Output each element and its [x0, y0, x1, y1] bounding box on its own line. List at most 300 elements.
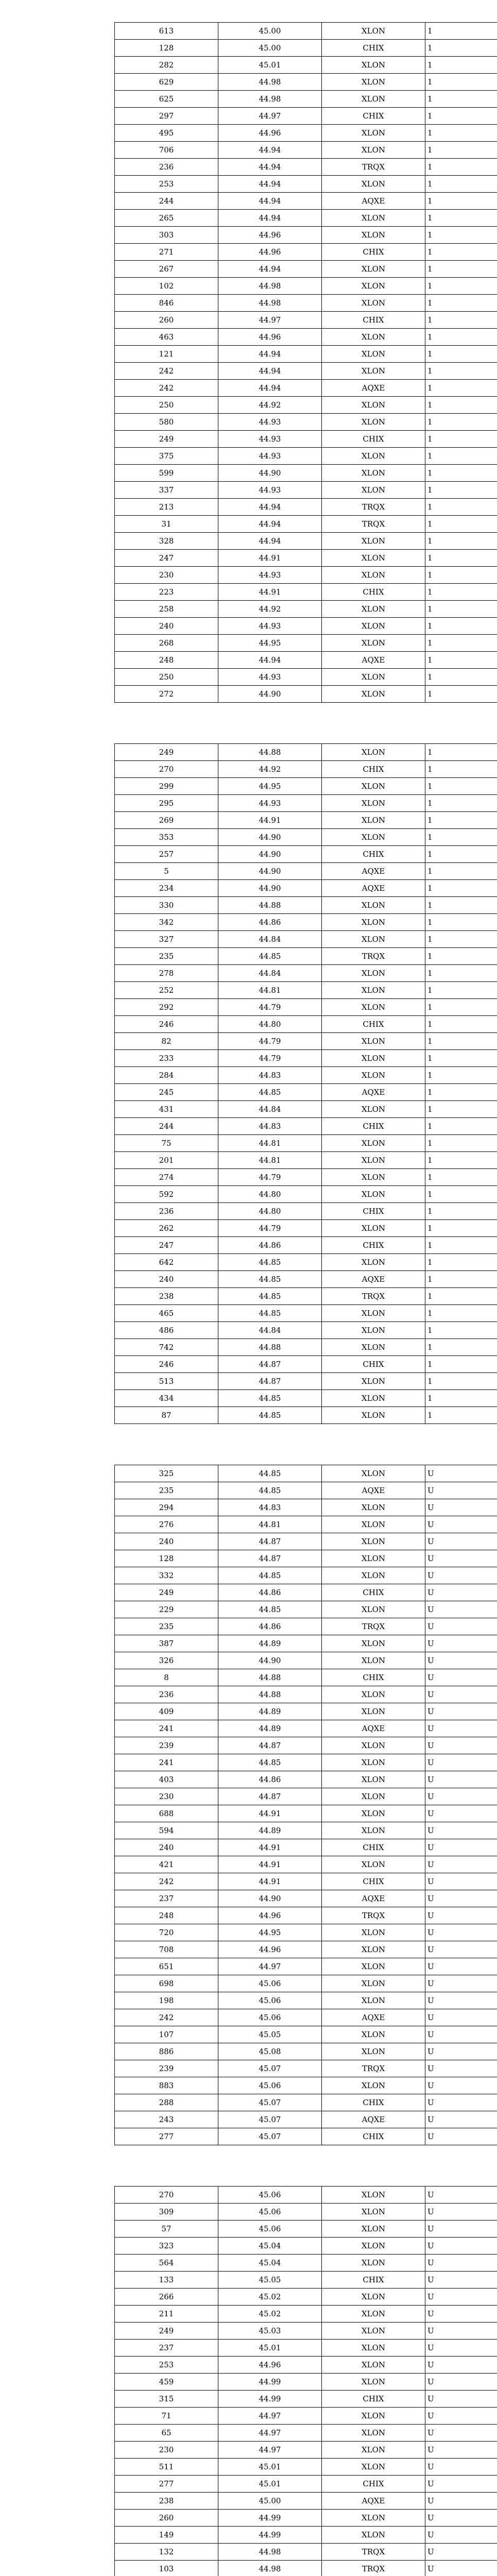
flag-cell: 1 [425, 278, 497, 295]
flag-cell: U [425, 2255, 497, 2272]
venue-cell: XLON [322, 210, 425, 227]
venue-cell: CHIX [322, 1669, 425, 1686]
venue-cell: AQXE [322, 1890, 425, 1907]
flag-cell: U [425, 2094, 497, 2111]
table-row [115, 2060, 497, 2077]
venue-cell: CHIX [322, 1237, 425, 1254]
table-row [115, 2204, 497, 2221]
price-cell: 44.87 [218, 1373, 322, 1390]
table-row [115, 2425, 497, 2442]
flag-cell: 1 [425, 1118, 497, 1135]
volume-cell: 511 [115, 2459, 218, 2476]
price-cell: 44.98 [218, 278, 322, 295]
table-row [115, 312, 497, 329]
flag-cell: 1 [425, 1390, 497, 1407]
table-row [115, 1135, 497, 1152]
venue-cell: XLON [322, 1924, 425, 1941]
price-cell: 44.94 [218, 142, 322, 159]
venue-cell: XLON [322, 1067, 425, 1084]
price-cell: 44.89 [218, 1822, 322, 1839]
flag-cell: U [425, 1703, 497, 1720]
price-cell: 45.00 [218, 40, 322, 57]
table-row [115, 2009, 497, 2026]
price-cell: 44.88 [218, 1686, 322, 1703]
table-row [115, 2306, 497, 2323]
flag-cell: U [425, 1924, 497, 1941]
volume-cell: 229 [115, 1601, 218, 1618]
price-cell: 44.86 [218, 1771, 322, 1788]
price-cell: 44.85 [218, 1407, 322, 1424]
price-cell: 44.90 [218, 465, 322, 482]
volume-cell: 241 [115, 1720, 218, 1737]
table-row [115, 812, 497, 829]
flag-cell: U [425, 1754, 497, 1771]
table-row [115, 2340, 497, 2357]
venue-cell: XLON [322, 1305, 425, 1322]
venue-cell: XLON [322, 91, 425, 108]
volume-cell: 132 [115, 2544, 218, 2561]
flag-cell: 1 [425, 397, 497, 414]
price-cell: 44.94 [218, 346, 322, 363]
venue-cell: AQXE [322, 863, 425, 880]
table-row [115, 1686, 497, 1703]
price-cell: 45.01 [218, 2340, 322, 2357]
venue-cell: XLON [322, 261, 425, 278]
table-row [115, 2459, 497, 2476]
venue-cell: XLON [322, 2026, 425, 2043]
price-cell: 44.83 [218, 1499, 322, 1516]
table-row [115, 584, 497, 601]
table-row [115, 2544, 497, 2561]
table-row [115, 1839, 497, 1856]
price-cell: 44.84 [218, 931, 322, 948]
price-cell: 45.08 [218, 2043, 322, 2060]
price-cell: 44.98 [218, 2561, 322, 2576]
price-cell: 44.90 [218, 1652, 322, 1669]
price-cell: 44.96 [218, 2357, 322, 2374]
flag-cell: U [425, 1482, 497, 1499]
venue-cell: CHIX [322, 244, 425, 261]
table-row [115, 499, 497, 516]
volume-cell: 8 [115, 1669, 218, 1686]
table-row [115, 1339, 497, 1356]
volume-cell: 387 [115, 1635, 218, 1652]
table-row [115, 931, 497, 948]
table-row [115, 2442, 497, 2459]
volume-cell: 613 [115, 23, 218, 40]
flag-cell: 1 [425, 584, 497, 601]
price-cell: 44.97 [218, 2408, 322, 2425]
flag-cell: 1 [425, 346, 497, 363]
price-cell: 45.06 [218, 2187, 322, 2204]
venue-cell: AQXE [322, 1271, 425, 1288]
table-row [115, 1822, 497, 1839]
flag-cell: 1 [425, 448, 497, 465]
venue-cell: XLON [322, 2306, 425, 2323]
volume-cell: 211 [115, 2306, 218, 2323]
flag-cell: U [425, 2544, 497, 2561]
table-row [115, 1305, 497, 1322]
price-cell: 44.85 [218, 1754, 322, 1771]
venue-cell: XLON [322, 465, 425, 482]
price-cell: 44.79 [218, 999, 322, 1016]
price-cell: 44.85 [218, 1390, 322, 1407]
flag-cell: U [425, 1839, 497, 1856]
flag-cell: 1 [425, 686, 497, 703]
volume-cell: 271 [115, 244, 218, 261]
venue-cell: XLON [322, 897, 425, 914]
price-cell: 44.95 [218, 635, 322, 652]
flag-cell: 1 [425, 227, 497, 244]
price-cell: 44.83 [218, 1118, 322, 1135]
table-row [115, 2476, 497, 2493]
table-row [115, 1584, 497, 1601]
table-row [115, 2289, 497, 2306]
volume-cell: 284 [115, 1067, 218, 1084]
price-cell: 44.94 [218, 363, 322, 380]
price-cell: 44.85 [218, 1465, 322, 1482]
table-row [115, 516, 497, 533]
flag-cell: U [425, 2391, 497, 2408]
venue-cell: XLON [322, 2408, 425, 2425]
venue-cell: TRQX [322, 948, 425, 965]
flag-cell: U [425, 2476, 497, 2493]
volume-cell: 246 [115, 1356, 218, 1373]
volume-cell: 242 [115, 363, 218, 380]
volume-cell: 87 [115, 1407, 218, 1424]
price-cell: 44.94 [218, 261, 322, 278]
volume-cell: 253 [115, 176, 218, 193]
flag-cell: 1 [425, 261, 497, 278]
table-row [115, 40, 497, 57]
volume-cell: 323 [115, 2238, 218, 2255]
volume-cell: 268 [115, 635, 218, 652]
volume-cell: 708 [115, 1941, 218, 1958]
price-cell: 44.99 [218, 2391, 322, 2408]
price-cell: 44.88 [218, 897, 322, 914]
volume-cell: 403 [115, 1771, 218, 1788]
volume-cell: 465 [115, 1305, 218, 1322]
table-row [115, 1635, 497, 1652]
volume-cell: 235 [115, 1482, 218, 1499]
price-cell: 44.94 [218, 210, 322, 227]
table-row [115, 1465, 497, 1482]
price-cell: 44.86 [218, 1618, 322, 1635]
venue-cell: XLON [322, 2255, 425, 2272]
venue-cell: XLON [322, 1788, 425, 1805]
volume-cell: 230 [115, 2442, 218, 2459]
flag-cell: U [425, 2340, 497, 2357]
volume-cell: 315 [115, 2391, 218, 2408]
flag-cell: 1 [425, 533, 497, 550]
price-cell: 44.92 [218, 761, 322, 778]
price-cell: 44.99 [218, 2510, 322, 2527]
price-cell: 44.93 [218, 448, 322, 465]
flag-cell: U [425, 1533, 497, 1550]
flag-cell: 1 [425, 863, 497, 880]
volume-cell: 245 [115, 1084, 218, 1101]
venue-cell: XLON [322, 2527, 425, 2544]
table-row [115, 1618, 497, 1635]
venue-cell: XLON [322, 1941, 425, 1958]
table-row [115, 1169, 497, 1186]
volume-cell: 240 [115, 1839, 218, 1856]
volume-cell: 201 [115, 1152, 218, 1169]
volume-cell: 233 [115, 1050, 218, 1067]
price-cell: 44.93 [218, 567, 322, 584]
volume-cell: 257 [115, 846, 218, 863]
venue-cell: XLON [322, 567, 425, 584]
volume-cell: 238 [115, 1288, 218, 1305]
volume-cell: 249 [115, 431, 218, 448]
volume-cell: 149 [115, 2527, 218, 2544]
table-row [115, 193, 497, 210]
volume-cell: 883 [115, 2077, 218, 2094]
volume-cell: 248 [115, 652, 218, 669]
price-cell: 44.83 [218, 1067, 322, 1084]
venue-cell: XLON [322, 1822, 425, 1839]
price-cell: 44.85 [218, 948, 322, 965]
table-row [115, 295, 497, 312]
table-row [115, 2111, 497, 2128]
price-cell: 44.94 [218, 652, 322, 669]
table-row [115, 125, 497, 142]
flag-cell: 1 [425, 931, 497, 948]
table-row [115, 2408, 497, 2425]
price-cell: 44.94 [218, 159, 322, 176]
venue-cell: XLON [322, 125, 425, 142]
venue-cell: XLON [322, 795, 425, 812]
flag-cell: U [425, 1720, 497, 1737]
venue-cell: XLON [322, 1050, 425, 1067]
flag-cell: 1 [425, 812, 497, 829]
volume-cell: 325 [115, 1465, 218, 1482]
table-row [115, 965, 497, 982]
table-row [115, 948, 497, 965]
volume-cell: 248 [115, 1907, 218, 1924]
table-row [115, 397, 497, 414]
venue-cell: XLON [322, 669, 425, 686]
venue-cell: XLON [322, 2221, 425, 2238]
venue-cell: XLON [322, 999, 425, 1016]
flag-cell: U [425, 2272, 497, 2289]
volume-cell: 513 [115, 1373, 218, 1390]
table-row [115, 550, 497, 567]
volume-cell: 421 [115, 1856, 218, 1873]
venue-cell: TRQX [322, 1288, 425, 1305]
volume-cell: 330 [115, 897, 218, 914]
table-row [115, 210, 497, 227]
volume-cell: 242 [115, 380, 218, 397]
volume-cell: 270 [115, 761, 218, 778]
price-cell: 44.85 [218, 1271, 322, 1288]
trade-table-2-container [114, 743, 497, 1424]
price-cell: 45.00 [218, 23, 322, 40]
price-cell: 44.91 [218, 812, 322, 829]
volume-cell: 235 [115, 1618, 218, 1635]
flag-cell: U [425, 2306, 497, 2323]
venue-cell: XLON [322, 227, 425, 244]
flag-cell: U [425, 1550, 497, 1567]
price-cell: 44.94 [218, 176, 322, 193]
price-cell: 44.90 [218, 686, 322, 703]
venue-cell: XLON [322, 1737, 425, 1754]
flag-cell: U [425, 2459, 497, 2476]
volume-cell: 243 [115, 2111, 218, 2128]
price-cell: 44.89 [218, 1720, 322, 1737]
trade-table-3-container [114, 1465, 497, 2145]
venue-cell: CHIX [322, 2272, 425, 2289]
flag-cell: 1 [425, 829, 497, 846]
table-row [115, 567, 497, 584]
volume-cell: 250 [115, 397, 218, 414]
flag-cell: U [425, 1737, 497, 1754]
volume-cell: 239 [115, 1737, 218, 1754]
flag-cell: 1 [425, 1101, 497, 1118]
price-cell: 44.98 [218, 2544, 322, 2561]
table-row [115, 1499, 497, 1516]
price-cell: 44.85 [218, 1305, 322, 1322]
volume-cell: 128 [115, 1550, 218, 1567]
price-cell: 44.93 [218, 482, 322, 499]
flag-cell: U [425, 1584, 497, 1601]
flag-cell: 1 [425, 159, 497, 176]
volume-cell: 249 [115, 1584, 218, 1601]
table-row [115, 778, 497, 795]
venue-cell: AQXE [322, 380, 425, 397]
table-row [115, 2527, 497, 2544]
volume-cell: 265 [115, 210, 218, 227]
volume-cell: 133 [115, 2272, 218, 2289]
volume-cell: 247 [115, 1237, 218, 1254]
price-cell: 44.91 [218, 584, 322, 601]
venue-cell: XLON [322, 1992, 425, 2009]
volume-cell: 223 [115, 584, 218, 601]
table-row [115, 1601, 497, 1618]
flag-cell: U [425, 2425, 497, 2442]
price-cell: 44.91 [218, 1839, 322, 1856]
venue-cell: AQXE [322, 2111, 425, 2128]
flag-cell: U [425, 1686, 497, 1703]
venue-cell: XLON [322, 1220, 425, 1237]
price-cell: 44.81 [218, 1135, 322, 1152]
volume-cell: 247 [115, 550, 218, 567]
table-row [115, 897, 497, 914]
price-cell: 44.88 [218, 1669, 322, 1686]
price-cell: 44.81 [218, 1152, 322, 1169]
price-cell: 44.94 [218, 193, 322, 210]
flag-cell: 1 [425, 312, 497, 329]
venue-cell: XLON [322, 1533, 425, 1550]
price-cell: 44.85 [218, 1601, 322, 1618]
volume-cell: 270 [115, 2187, 218, 2204]
venue-cell: XLON [322, 74, 425, 91]
flag-cell: 1 [425, 244, 497, 261]
volume-cell: 599 [115, 465, 218, 482]
volume-cell: 57 [115, 2221, 218, 2238]
venue-cell: XLON [322, 1703, 425, 1720]
flag-cell: 1 [425, 295, 497, 312]
price-cell: 44.87 [218, 1356, 322, 1373]
flag-cell: 1 [425, 1356, 497, 1373]
venue-cell: XLON [322, 1601, 425, 1618]
flag-cell: U [425, 2510, 497, 2527]
venue-cell: XLON [322, 2425, 425, 2442]
price-cell: 45.07 [218, 2111, 322, 2128]
table-row [115, 1975, 497, 1992]
price-cell: 44.80 [218, 1186, 322, 1203]
volume-cell: 82 [115, 1033, 218, 1050]
venue-cell: CHIX [322, 1873, 425, 1890]
flag-cell: 1 [425, 948, 497, 965]
venue-cell: XLON [322, 1465, 425, 1482]
volume-cell: 236 [115, 1686, 218, 1703]
table-row [115, 1533, 497, 1550]
venue-cell: XLON [322, 2340, 425, 2357]
volume-cell: 625 [115, 91, 218, 108]
flag-cell: U [425, 2289, 497, 2306]
table-row [115, 863, 497, 880]
flag-cell: U [425, 1992, 497, 2009]
venue-cell: CHIX [322, 846, 425, 863]
flag-cell: U [425, 2357, 497, 2374]
table-row [115, 380, 497, 397]
price-cell: 44.96 [218, 244, 322, 261]
price-cell: 44.91 [218, 1873, 322, 1890]
flag-cell: U [425, 2060, 497, 2077]
table-row [115, 618, 497, 635]
venue-cell: XLON [322, 57, 425, 74]
venue-cell: XLON [322, 346, 425, 363]
volume-cell: 5 [115, 863, 218, 880]
flag-cell: U [425, 2043, 497, 2060]
flag-cell: 1 [425, 414, 497, 431]
price-cell: 44.97 [218, 1958, 322, 1975]
volume-cell: 409 [115, 1703, 218, 1720]
table-row [115, 482, 497, 499]
volume-cell: 292 [115, 999, 218, 1016]
flag-cell: U [425, 1822, 497, 1839]
price-cell: 44.94 [218, 499, 322, 516]
flag-cell: U [425, 2128, 497, 2145]
price-cell: 44.93 [218, 618, 322, 635]
volume-cell: 353 [115, 829, 218, 846]
volume-cell: 295 [115, 795, 218, 812]
venue-cell: CHIX [322, 1839, 425, 1856]
venue-cell: AQXE [322, 2493, 425, 2510]
table-row [115, 1924, 497, 1941]
volume-cell: 294 [115, 1499, 218, 1516]
flag-cell: 1 [425, 914, 497, 931]
price-cell: 45.07 [218, 2060, 322, 2077]
flag-cell: U [425, 1941, 497, 1958]
table-row [115, 1703, 497, 1720]
venue-cell: XLON [322, 1101, 425, 1118]
flag-cell: U [425, 1652, 497, 1669]
flag-cell: 1 [425, 1407, 497, 1424]
volume-cell: 128 [115, 40, 218, 57]
flag-cell: 1 [425, 744, 497, 761]
volume-cell: 272 [115, 686, 218, 703]
table-row [115, 2561, 497, 2576]
price-cell: 44.97 [218, 2425, 322, 2442]
table-row [115, 1356, 497, 1373]
venue-cell: XLON [322, 1169, 425, 1186]
price-cell: 44.96 [218, 329, 322, 346]
volume-cell: 267 [115, 261, 218, 278]
volume-cell: 249 [115, 2323, 218, 2340]
table-row [115, 829, 497, 846]
